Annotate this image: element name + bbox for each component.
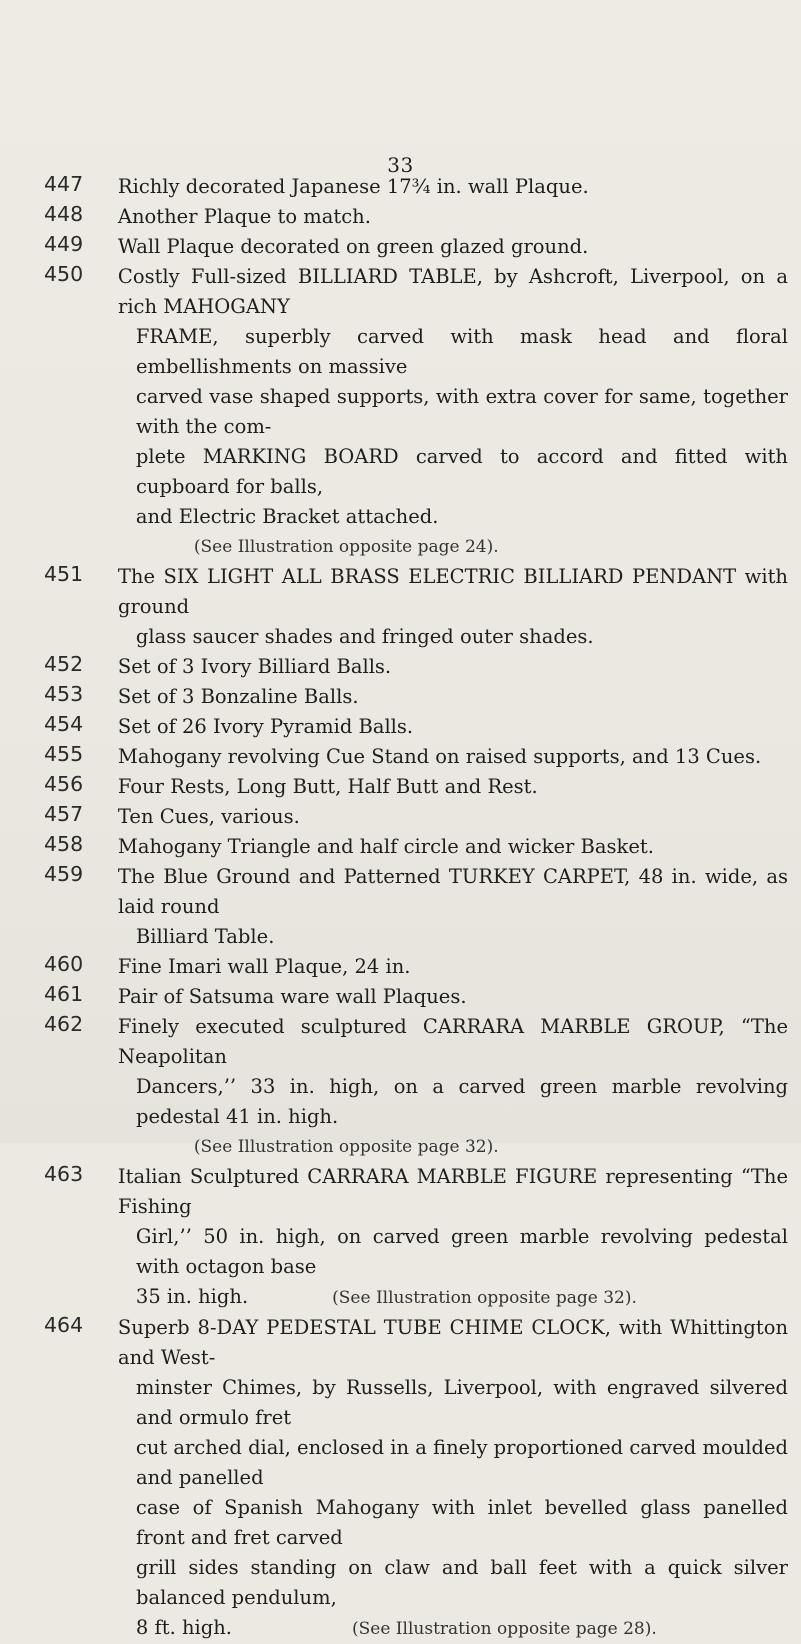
lot-description xyxy=(118,232,788,262)
lot-number: 451 xyxy=(44,562,84,586)
lot-line: Mahogany revolving Cue Stand on raised supports, and 13 Cues. xyxy=(117,745,762,768)
lot-description xyxy=(118,202,788,232)
lot-451 xyxy=(0,562,801,652)
lot-447 xyxy=(0,172,801,202)
lot-line: The Blue Ground and Patterned TURKEY CARPET, 48 in. wide, as laid round xyxy=(117,865,788,918)
lot-line: Set of 3 Bonzaline Balls. xyxy=(117,685,359,708)
lot-line: Dancers,’’ 33 in. high, on a carved green marble revolving pedestal 41 in. high. xyxy=(135,1075,788,1128)
lot-453 xyxy=(0,682,801,712)
lot-description xyxy=(118,772,788,802)
illustration-reference: (See Illustration opposite page 32). xyxy=(193,1137,499,1157)
lot-description xyxy=(118,172,788,202)
lot-456 xyxy=(0,772,801,802)
lot-last-line xyxy=(118,1282,788,1313)
lot-line: carved vase shaped supports, with extra cover for same, together with the com- xyxy=(135,385,788,438)
lot-description xyxy=(118,832,788,862)
lot-line: Finely executed sculptured CARRARA MARBLE GROUP, “The Neapolitan xyxy=(117,1015,788,1068)
lot-number: 462 xyxy=(44,1012,84,1036)
lot-454 xyxy=(0,712,801,742)
lot-462 xyxy=(0,1012,801,1162)
lot-458 xyxy=(0,832,801,862)
lot-number: 452 xyxy=(44,652,84,676)
lot-line: Costly Full-sized BILLIARD TABLE, by Ashcroft, Liverpool, on a rich MAHOGANY xyxy=(117,265,788,318)
lot-description xyxy=(118,712,788,742)
lot-number: 449 xyxy=(44,232,84,256)
lot-number: 455 xyxy=(44,742,84,766)
lot-line: Richly decorated Japanese 17¾ in. wall Plaque. xyxy=(117,175,589,198)
lot-448 xyxy=(0,202,801,232)
lot-line: glass saucer shades and fringed outer shades. xyxy=(135,625,594,648)
illustration-reference: (See Illustration opposite page 24). xyxy=(193,537,499,557)
lot-description xyxy=(118,982,788,1012)
lot-line: grill sides standing on claw and ball feet with a quick silver balanced pendulum, xyxy=(135,1556,788,1609)
lot-464 xyxy=(0,1313,801,1644)
lot-description xyxy=(118,952,788,982)
lot-line: cut arched dial, enclosed in a finely proportioned carved moulded and panelled xyxy=(135,1436,788,1489)
page-number: 33 xyxy=(387,153,414,177)
lot-number: 454 xyxy=(44,712,84,736)
lot-description xyxy=(118,802,788,832)
lot-line: Wall Plaque decorated on green glazed ground. xyxy=(117,235,589,258)
lot-449 xyxy=(0,232,801,262)
lot-line: Mahogany Triangle and half circle and wicker Basket. xyxy=(117,835,654,858)
lot-line: plete MARKING BOARD carved to accord and fitted with cupboard for balls, xyxy=(135,445,788,498)
lot-description xyxy=(118,1313,788,1644)
lot-line: Italian Sculptured CARRARA MARBLE FIGURE representing “The Fishing xyxy=(117,1165,788,1218)
lot-last-line xyxy=(118,1613,788,1644)
lot-line: 8 ft. high. xyxy=(135,1616,232,1639)
lot-line: Four Rests, Long Butt, Half Butt and Rest. xyxy=(117,775,538,798)
illustration-reference: (See Illustration opposite page 32). xyxy=(332,1288,637,1308)
lot-line: and Electric Bracket attached. xyxy=(135,505,439,528)
lot-description xyxy=(118,562,788,652)
lot-452 xyxy=(0,652,801,682)
lot-description xyxy=(118,1012,788,1162)
lot-number: 463 xyxy=(44,1162,84,1186)
lot-number: 457 xyxy=(44,802,84,826)
lot-line: Set of 26 Ivory Pyramid Balls. xyxy=(117,715,414,738)
lot-number: 447 xyxy=(44,172,84,196)
lot-number: 464 xyxy=(44,1313,84,1337)
lot-number: 450 xyxy=(44,262,84,286)
lot-description xyxy=(118,1162,788,1313)
lot-line: Pair of Satsuma ware wall Plaques. xyxy=(117,985,467,1008)
lot-number: 460 xyxy=(44,952,84,976)
lot-number: 458 xyxy=(44,832,84,856)
lot-description xyxy=(118,862,788,952)
lot-description xyxy=(118,682,788,712)
lot-463 xyxy=(0,1162,801,1313)
lot-line: minster Chimes, by Russells, Liverpool, with engraved silvered and ormulo fret xyxy=(135,1376,788,1429)
lot-number: 461 xyxy=(44,982,84,1006)
lot-459 xyxy=(0,862,801,952)
lot-number: 448 xyxy=(44,202,84,226)
lot-460 xyxy=(0,952,801,982)
lot-number: 456 xyxy=(44,772,84,796)
lot-450 xyxy=(0,262,801,562)
lot-number: 459 xyxy=(44,862,84,886)
lot-line: The SIX LIGHT ALL BRASS ELECTRIC BILLIARD PENDANT with ground xyxy=(117,565,788,618)
lot-line: Set of 3 Ivory Billiard Balls. xyxy=(117,655,392,678)
lot-line: Another Plaque to match. xyxy=(117,205,371,228)
lot-list xyxy=(0,172,801,1644)
lot-line: 35 in. high. xyxy=(135,1285,249,1308)
lot-line: Billiard Table. xyxy=(135,925,275,948)
lot-line: Girl,’’ 50 in. high, on carved green marble revolving pedestal with octagon base xyxy=(135,1225,788,1278)
lot-line: Ten Cues, various. xyxy=(117,805,300,828)
lot-455 xyxy=(0,742,801,772)
lot-line: Superb 8-DAY PEDESTAL TUBE CHIME CLOCK, with Whittington and West- xyxy=(117,1316,788,1369)
lot-number: 453 xyxy=(44,682,84,706)
lot-description xyxy=(118,262,788,562)
lot-461 xyxy=(0,982,801,1012)
illustration-reference: (See Illustration opposite page 28). xyxy=(352,1619,657,1639)
lot-457 xyxy=(0,802,801,832)
lot-line: FRAME, superbly carved with mask head and floral embellishments on massive xyxy=(135,325,788,378)
lot-description xyxy=(118,742,788,772)
lot-description xyxy=(118,652,788,682)
lot-line: Fine Imari wall Plaque, 24 in. xyxy=(117,955,411,978)
lot-line: case of Spanish Mahogany with inlet bevelled glass panelled front and fret carved xyxy=(135,1496,788,1549)
